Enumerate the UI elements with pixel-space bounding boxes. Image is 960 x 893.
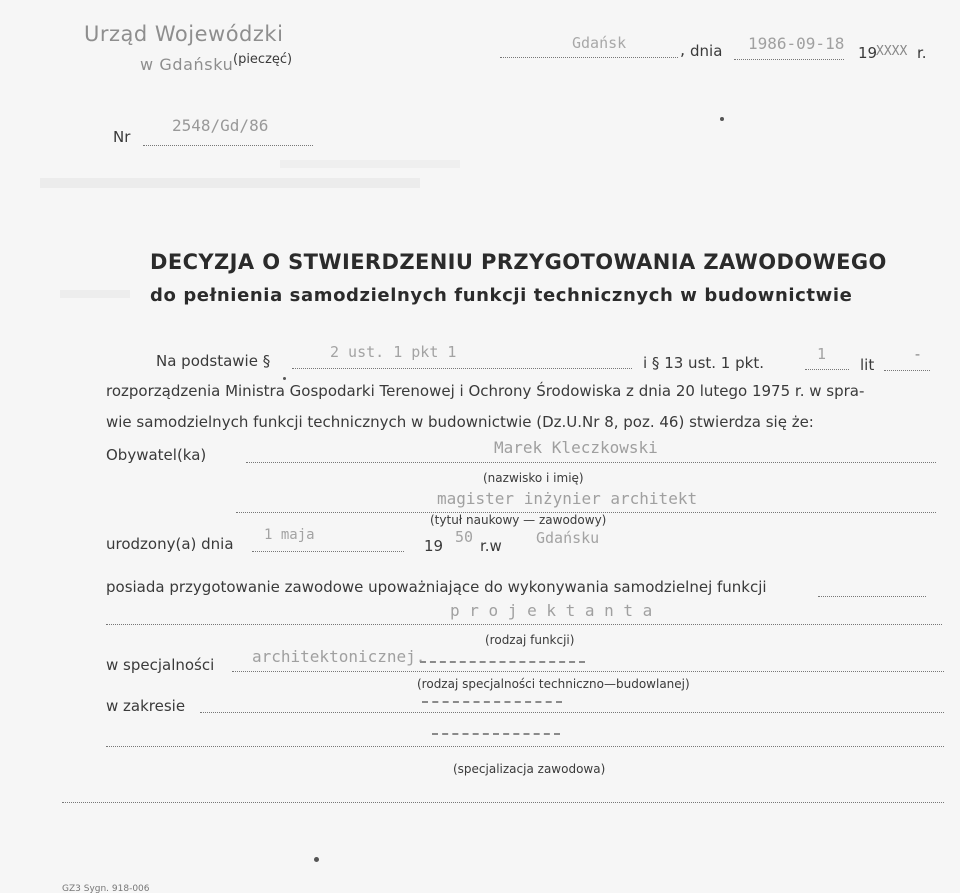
- year-struck: XXXX: [876, 44, 908, 59]
- specialty-label: w specjalności: [106, 656, 215, 674]
- citizen-name: Marek Kleczkowski: [494, 438, 658, 457]
- city-value: Gdańsk: [572, 34, 627, 52]
- decision-title: DECYZJA O STWIERDZENIU PRZYGOTOWANIA ZAWODOWEGO: [150, 250, 887, 274]
- scope-label: w zakresie: [106, 697, 186, 715]
- scope-dash-fill-2: [432, 733, 560, 735]
- birth-day-dotted-line: [252, 551, 404, 552]
- function-intro: posiada przygotowanie zawodowe upoważniające do wykonywania samodzielnej funkcji: [106, 578, 767, 596]
- office-stamp-line1: Urząd Wojewódzki: [84, 22, 284, 46]
- scope-caption: (specjalizacja zawodowa): [453, 762, 606, 776]
- number-dotted-line: [143, 145, 313, 146]
- citizen-label: Obywatel(ka): [106, 446, 207, 464]
- comma: ,: [680, 40, 686, 59]
- scope-dotted-line-1: [200, 712, 944, 713]
- stamp-caption: (pieczęć): [233, 52, 293, 67]
- birth-year-prefix: 19: [424, 537, 444, 555]
- year-suffix: r.: [917, 44, 927, 62]
- basis-pkt-value: 1: [817, 345, 827, 363]
- academic-title-value: magister inżynier architekt: [437, 489, 698, 508]
- form-code: GZ3 Sygn. 918-006: [62, 884, 150, 893]
- city-dotted-line: [500, 57, 678, 58]
- year-prefix: 19: [858, 44, 878, 62]
- scope-dotted-line-2: [106, 746, 944, 747]
- basis-lit-dotted-line: [884, 370, 930, 371]
- date-value: 1986-09-18: [748, 34, 845, 53]
- specialty-dash-fill: [420, 661, 585, 663]
- number-label: Nr: [113, 128, 131, 146]
- specialty-caption: (rodzaj specjalności techniczno—budowlanej): [417, 677, 690, 691]
- show-through-1: [40, 178, 420, 188]
- decision-subtitle: do pełnienia samodzielnych funkcji technicznych w budownictwie: [150, 285, 853, 306]
- date-dotted-line: [734, 59, 844, 60]
- paper-speck: [314, 857, 319, 862]
- date-label: dnia: [690, 42, 723, 60]
- basis-prefix: Na podstawie §: [156, 352, 271, 370]
- birth-place: Gdańsku: [536, 529, 600, 547]
- basis-lit-value: -: [913, 345, 923, 363]
- paper-speck: [720, 117, 724, 121]
- function-value: p r o j e k t a n t a: [450, 601, 653, 620]
- birth-label: urodzony(a) dnia: [106, 535, 234, 553]
- scope-dash-fill-1: [422, 701, 562, 703]
- bottom-dotted-line: [62, 802, 944, 803]
- show-through-2: [280, 160, 460, 168]
- number-value: 2548/Gd/86: [172, 116, 269, 135]
- basis-paragraph-value: 2 ust. 1 pkt 1: [330, 343, 457, 361]
- paper-speck: [283, 377, 286, 380]
- function-caption: (rodzaj funkcji): [485, 633, 575, 647]
- function-intro-dotted-line: [818, 596, 926, 597]
- office-stamp-line2: w Gdańsku: [140, 55, 234, 74]
- basis-pkt-dotted-line: [805, 369, 849, 370]
- basis-paragraph-dotted-line: [292, 368, 632, 369]
- specialty-value: architektonicznej.: [252, 647, 426, 666]
- birth-year: 50: [455, 528, 474, 546]
- academic-title-caption: (tytuł naukowy — zawodowy): [430, 513, 607, 527]
- function-dotted-line: [106, 624, 942, 625]
- basis-line3: wie samodzielnych funkcji technicznych w budownictwie (Dz.U.Nr 8, poz. 46) stwierdza się że:: [106, 413, 814, 431]
- birth-day: 1 maja: [264, 527, 315, 543]
- citizen-name-dotted-line: [246, 462, 936, 463]
- basis-line2: rozporządzenia Ministra Gospodarki Terenowej i Ochrony Środowiska z dnia 20 lutego 1975 r. w spra-: [106, 382, 865, 400]
- specialty-dotted-line: [232, 671, 944, 672]
- citizen-name-caption: (nazwisko i imię): [483, 471, 584, 485]
- show-through-3: [60, 290, 130, 298]
- basis-mid: i § 13 ust. 1 pkt.: [643, 354, 764, 372]
- birth-place-label: r.w: [480, 537, 502, 555]
- basis-lit-label: lit: [860, 356, 875, 374]
